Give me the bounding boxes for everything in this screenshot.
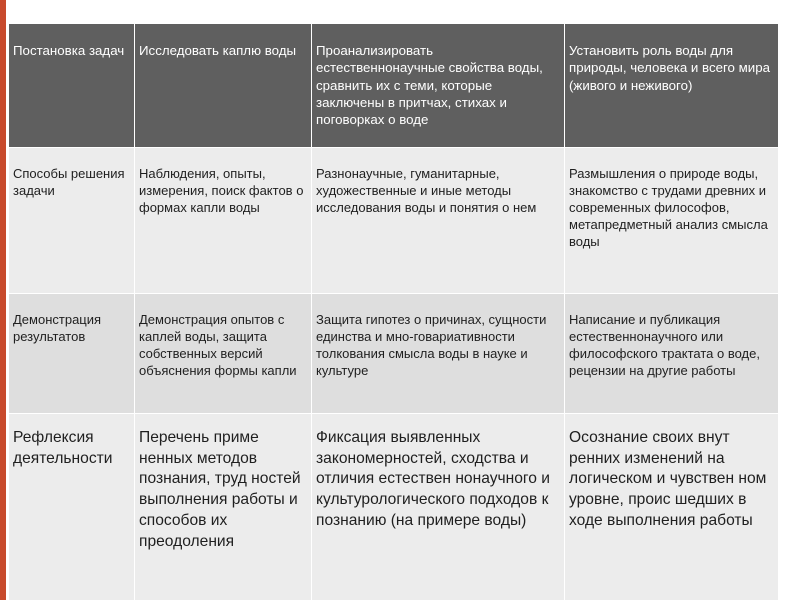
header-cell-explore-drop: Исследовать каплю воды bbox=[135, 24, 312, 148]
table-cell: Разнонаучные, гуманитарные, художественные и иные методы исследования воды и понятия о нем bbox=[312, 148, 565, 294]
table-cell: Защита гипотез о причинах, сущности единства и мно-говариативности толкования смысла воды в науке и культуре bbox=[312, 294, 565, 414]
table-header-row bbox=[9, 24, 779, 148]
table-cell: Размышления о природе воды, знакомство с трудами древних и современных философов, метапредметный анализ смысла воды bbox=[565, 148, 779, 294]
table-cell: Осознание своих внут ренних изменений на логическом и чувствен ном уровне, проис шедших в ходе выполнения работы bbox=[565, 414, 779, 601]
row-label-methods: Способы решения задачи bbox=[9, 148, 135, 294]
table-cell: Демонстрация опытов с каплей воды, защита собственных версий объяснения формы капли bbox=[135, 294, 312, 414]
header-cell-analyze-properties: Проанализировать естественнонаучные свойства воды, сравнить их с теми, которые заключены в притчах, стихах и поговорках о воде bbox=[312, 24, 565, 148]
table-cell: Фиксация выявленных закономерностей, сходства и отличия естествен нонаучного и культурологического подходов к познанию (на примере воды) bbox=[312, 414, 565, 601]
table-cell: Наблюдения, опыты, измерения, поиск фактов о формах капли воды bbox=[135, 148, 312, 294]
table-row-reflection bbox=[9, 414, 779, 601]
row-label-reflection: Рефлексия деятельности bbox=[9, 414, 135, 601]
table-cell: Написание и публикация естественнонаучного или философского трактата о воде, рецензии на другие работы bbox=[565, 294, 779, 414]
table-row-results bbox=[9, 294, 779, 414]
header-cell-role-of-water: Установить роль воды для природы, человека и всего мира (живого и неживого) bbox=[565, 24, 779, 148]
table-cell: Перечень приме ненных методов познания, труд ностей выполнения работы и способов их преодоления bbox=[135, 414, 312, 601]
row-label-results: Демонстрация результатов bbox=[9, 294, 135, 414]
table-row-methods bbox=[9, 148, 779, 294]
slide-accent-bar bbox=[0, 0, 6, 600]
header-cell-tasks: Постановка задач bbox=[9, 24, 135, 148]
project-tasks-table bbox=[8, 23, 779, 601]
